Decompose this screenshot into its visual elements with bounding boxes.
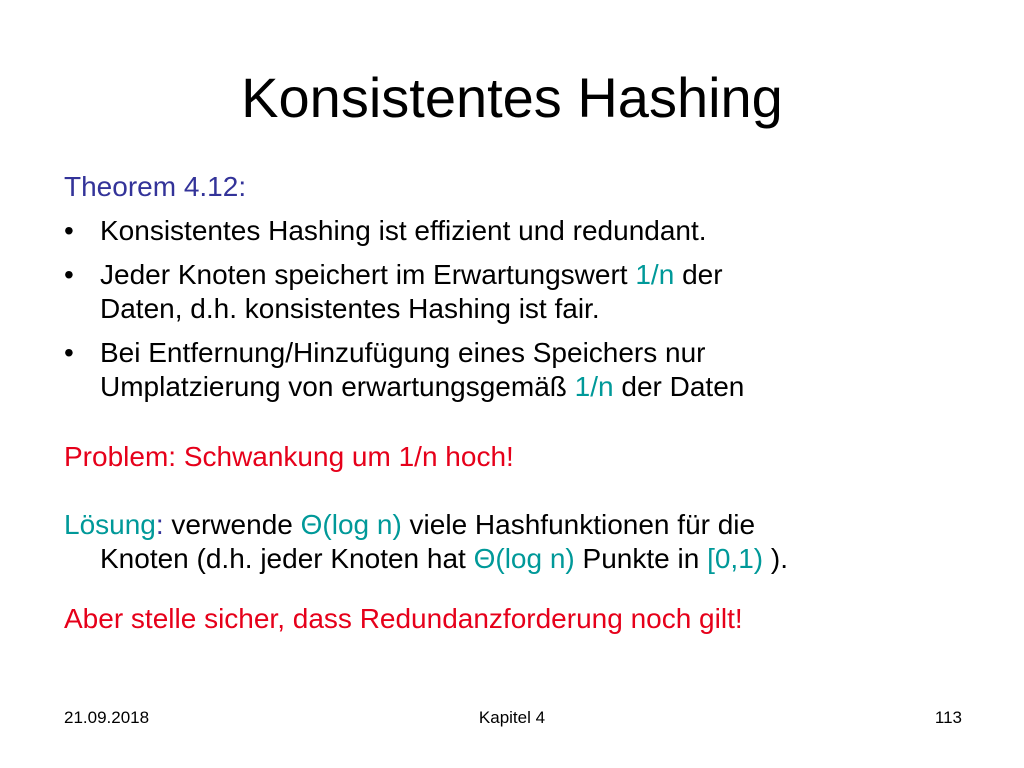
spacer [64,414,984,440]
text-run: Knoten (d.h. jeder Knoten hat [100,543,474,574]
bullet-item-2 [64,258,984,326]
interval-highlight: [0,1) [707,543,764,574]
bullet-line: Bei Entfernung/Hinzufügung eines Speichers nur [100,337,706,368]
problem-statement: Problem: Schwankung um 1/n hoch! [64,441,514,472]
text-run: Jeder Knoten speichert im Erwartungswert [100,259,636,290]
bullet-dot: • [64,259,74,290]
theta-expression: Θ(log n) [300,509,402,540]
bullet-text [100,258,984,326]
footer-page-number: 113 [934,708,962,727]
text-run: Punkte in [574,543,708,574]
theta-expression: Θ(log n) [473,543,575,574]
solution-line-1 [64,508,984,542]
text-run: der [674,259,723,290]
conclusion-statement: Aber stelle sicher, dass Redundanzforderung noch gilt! [64,603,743,634]
spacer [64,576,984,602]
bullet-text [100,336,984,404]
solution-line-2 [64,542,984,576]
text-run: ). [763,543,788,574]
theorem-heading: Theorem 4.12: [64,171,247,202]
bullet-line: Daten, d.h. konsistentes Hashing ist fair. [100,293,600,324]
solution-colon: : [155,509,164,540]
solution-label: Lösung [64,509,156,540]
fraction-highlight: 1/n [635,259,675,290]
bullet-item-1 [64,214,984,248]
text-run: verwende [163,509,301,540]
bullet-dot: • [64,337,74,368]
bullet-text: Konsistentes Hashing ist effizient und redundant. [100,215,707,246]
bullet-dot: • [64,215,74,246]
footer-date: 21.09.2018 [64,708,150,727]
bullet-line [100,370,984,404]
footer-chapter: Kapitel 4 [478,708,546,727]
bullet-line [100,258,984,292]
slide-body [64,170,984,636]
text-run: Umplatzierung von erwartungsgemäß [100,371,575,402]
bullet-item-3 [64,336,984,404]
slide-title: Konsistentes Hashing [241,66,783,129]
spacer [64,474,984,508]
text-run: der Daten [613,371,745,402]
fraction-highlight: 1/n [574,371,614,402]
text-run: viele Hashfunktionen für die [401,509,756,540]
